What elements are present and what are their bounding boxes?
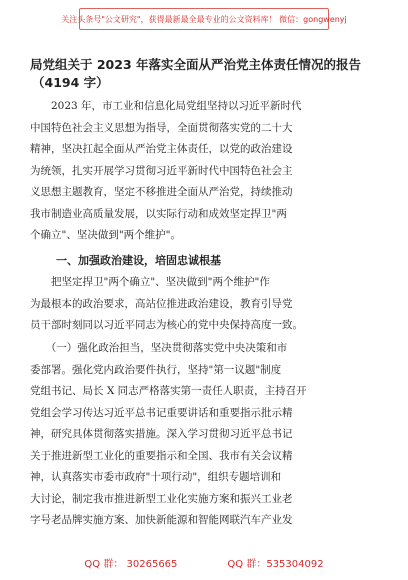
text-line: 字号老品牌实施方案、加快新能源和智能网联汽车产业发 xyxy=(30,514,293,526)
paragraph-subsection1 xyxy=(30,338,380,532)
text-line: 我市制造业高质量发展，以实际行动和成效坚定捍卫"两 xyxy=(30,207,287,220)
text-line: 义思想主题教育，坚定不移推进全面从严治党，持续推动 xyxy=(30,186,293,198)
text-line: （一）强化政治担当，坚决贯彻落实党中央决策和市 xyxy=(30,342,288,354)
text-line: 2023 年，市工业和信息化局党组坚持以习近平新时代 xyxy=(30,100,302,112)
text-line: 精神，坚决扛起全面从严治党主体责任，以党的政治建设 xyxy=(30,143,293,155)
document-title xyxy=(30,56,390,92)
text-line: 党组书记、局长 X 同志严格落实第一责任人职责，主持召开 xyxy=(30,385,307,397)
text-line: 党组会学习传达习近平总书记重要讲话和重要指示批示精 xyxy=(30,406,293,419)
text-line: 中国特色社会主义思想为指导，全面贯彻落实党的二十大 xyxy=(30,121,293,134)
text-line: 为统领，扎实开展学习贯彻习近平新时代中国特色社会主 xyxy=(30,164,293,177)
text-line: 为最根本的政治要求，高站位推进政治建设，教育引导党 xyxy=(30,297,293,310)
text-line: 大讨论，制定我市推进新型工业化实施方案和振兴工业老 xyxy=(30,492,293,505)
text-line: 员干部时刻同以习近平同志为核心的党中央保持高度一致。 xyxy=(30,319,303,331)
paragraph-section1 xyxy=(30,272,380,337)
paragraph-intro xyxy=(30,96,380,247)
section-heading: 一、加强政治建设，培固忠诚根基 xyxy=(56,254,221,267)
text-line: 神，认真落实市委市政府"十项行动"，组织专题培训和 xyxy=(30,471,282,483)
text-line: 委部署。强化党内政治要件执行，坚持"第一议题"制度 xyxy=(30,363,282,376)
text-line: 把坚定捍卫"两个确立"、坚决做到"两个维护"作 xyxy=(30,276,270,288)
word-count: （4194 字） xyxy=(32,75,109,90)
text-line: 神，研究具体贯彻落实措施。深入学习贯彻习近平总书记 xyxy=(30,428,293,440)
title-line: 局党组关于 2023 年落实全面从严治党主体责任情况的报告 xyxy=(30,57,361,72)
qq-group-2: QQ 群：535304092 xyxy=(227,559,324,570)
footer-contacts xyxy=(0,555,408,570)
promo-banner: 关注头条号"公文研究"，获得最新最全最专业的公文资料库！ 微信：gongwenyj xyxy=(79,8,329,30)
text-line: 关于推进新型工业化的重要指示和全国、我市有关会议精 xyxy=(30,449,293,462)
qq-group-1: QQ 群： 30265665 xyxy=(84,559,178,570)
text-line: 个确立"、坚决做到"两个维护"。 xyxy=(30,229,181,241)
